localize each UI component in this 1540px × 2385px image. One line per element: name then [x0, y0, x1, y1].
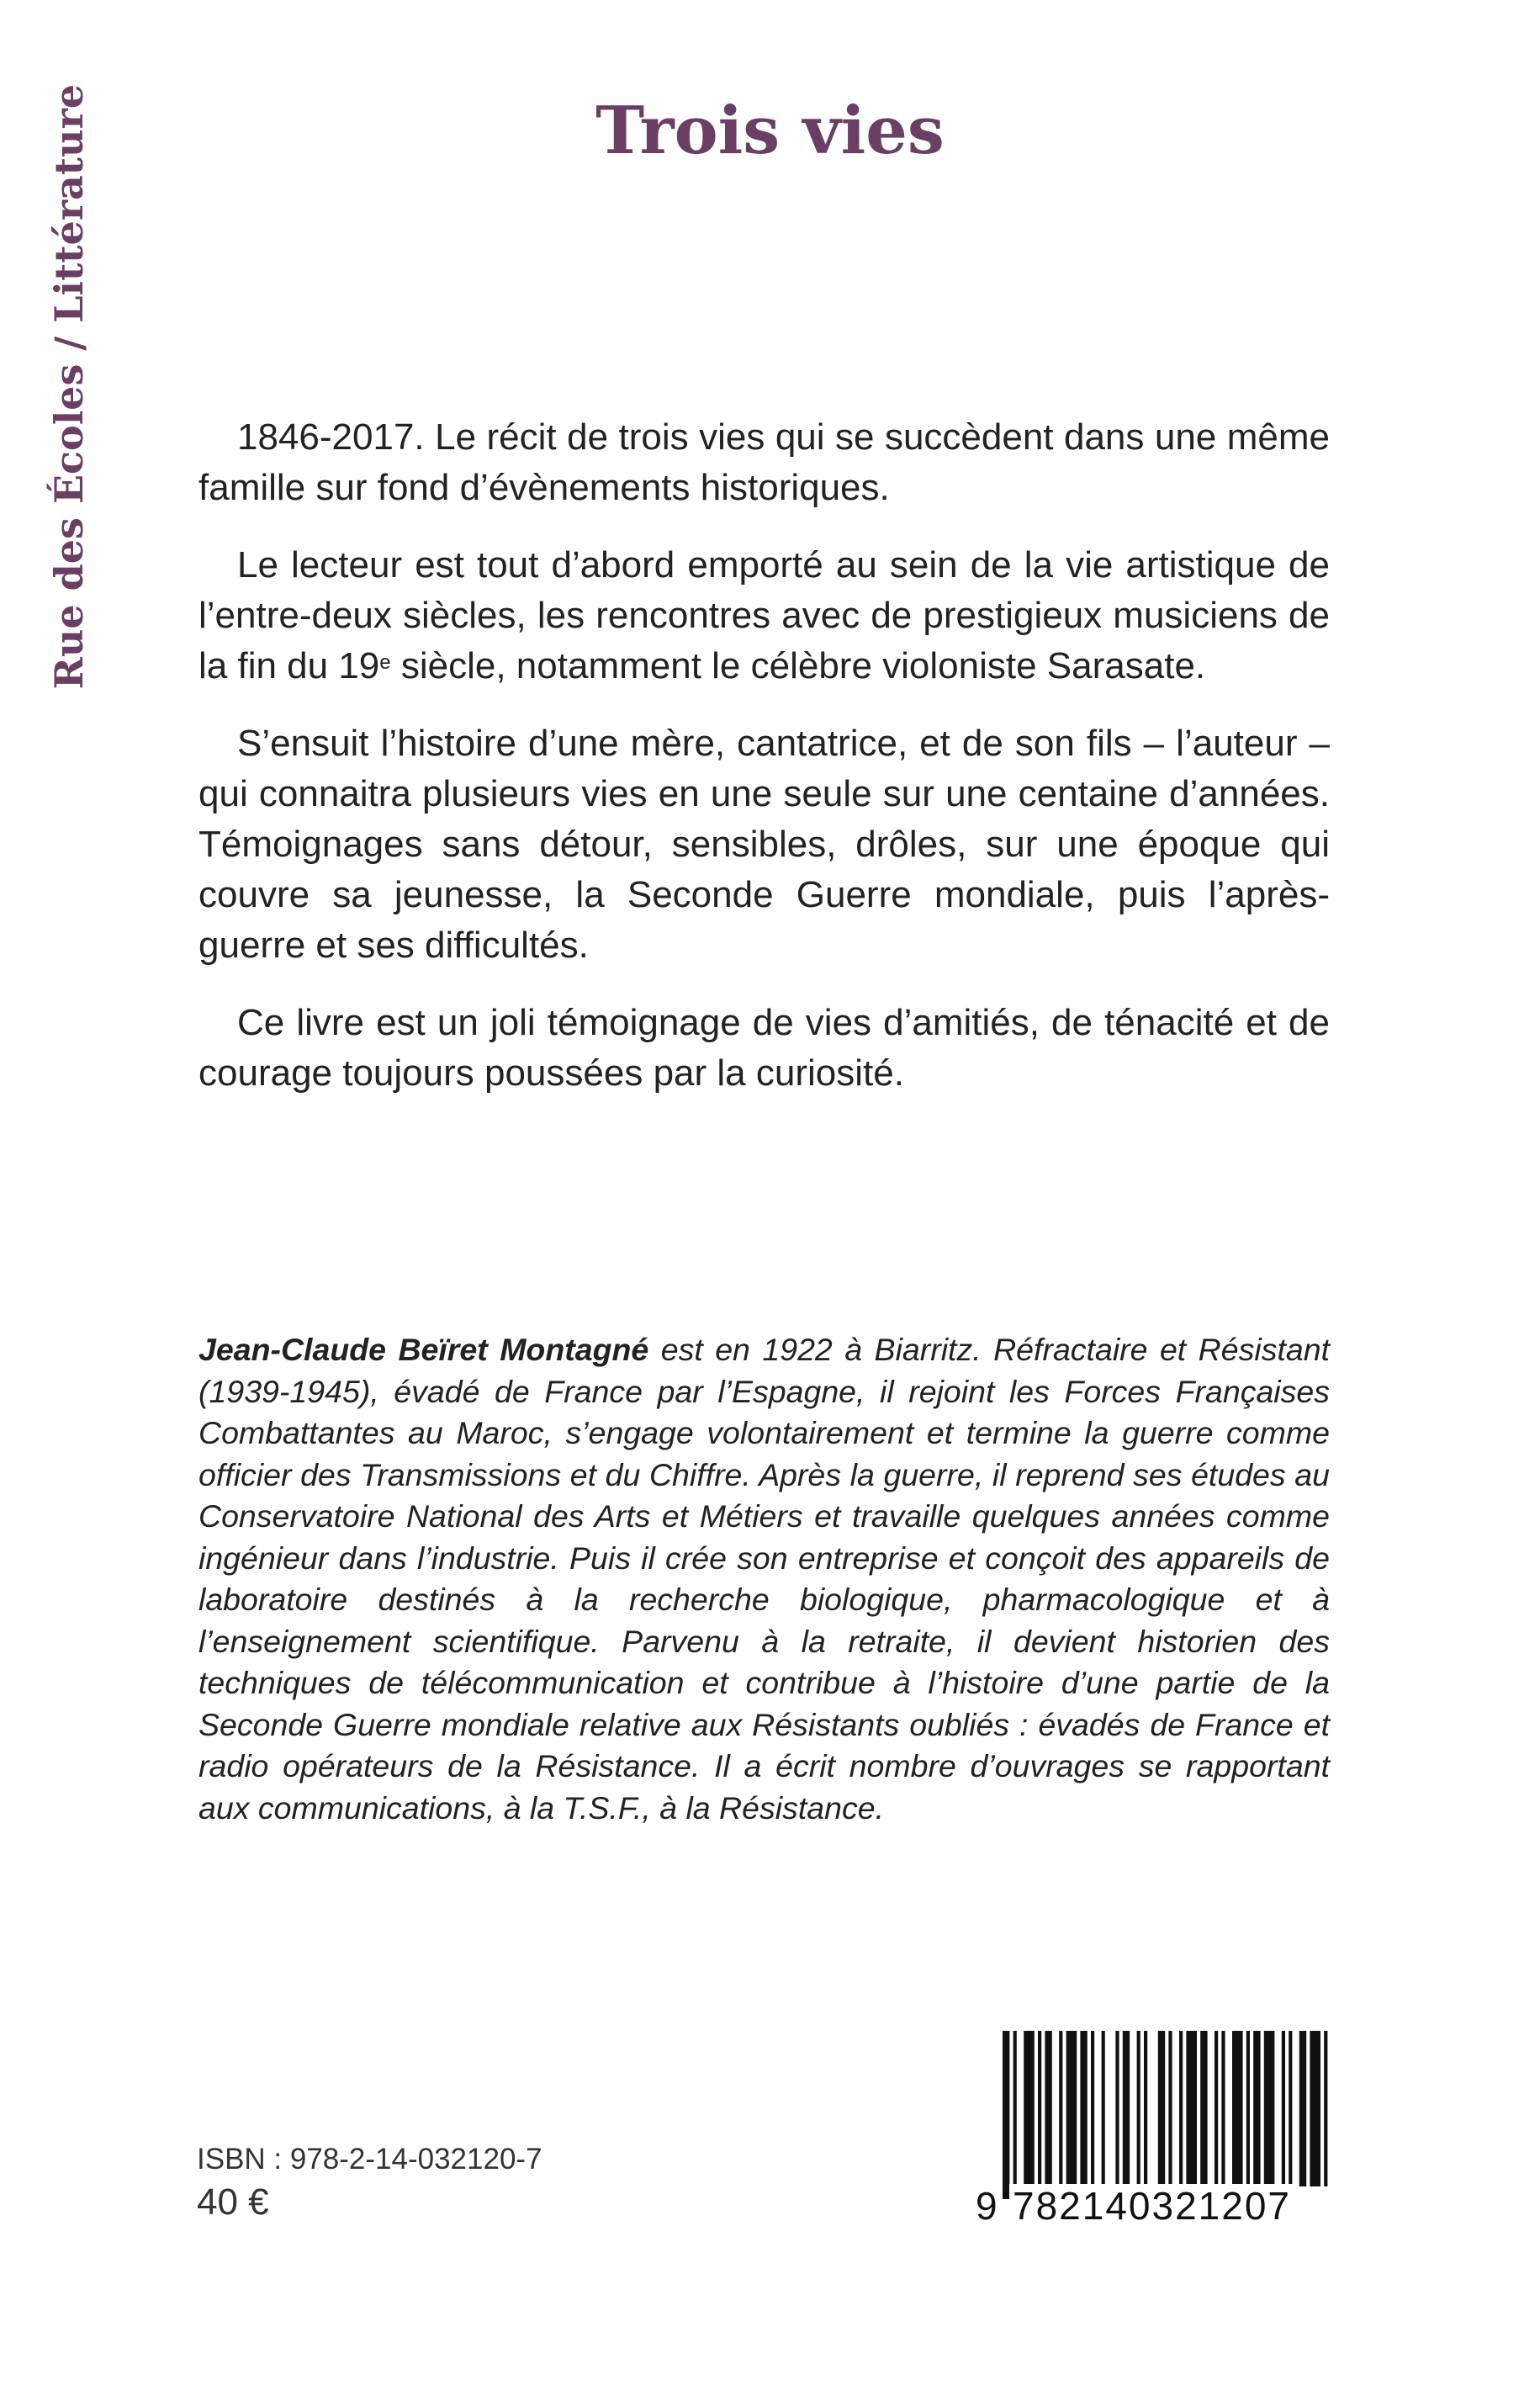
barcode-bar [1168, 2031, 1172, 2186]
barcode-bar [1038, 2031, 1041, 2186]
barcode-bar [1215, 2031, 1218, 2186]
barcode-bar [1324, 2031, 1327, 2186]
summary-text [198, 412, 1330, 1126]
price: 40 € [197, 2181, 269, 2223]
barcode-first-digit: 9 [976, 2184, 999, 2228]
barcode-bar [1264, 2031, 1275, 2186]
superscript: e [379, 651, 391, 674]
barcode-bar [1080, 2031, 1087, 2186]
author-name: Jean-Claude Beïret Montagné [198, 1332, 649, 1367]
barcode-bar [1123, 2031, 1130, 2186]
barcode-bar [1066, 2031, 1077, 2186]
summary-paragraph: Ce livre est un joli témoignage de vies d’amitiés, de ténacité et de courage toujours poussées par la curiosité. [198, 1002, 1330, 1094]
spine-label: Rue des Écoles / Littérature [46, 84, 92, 690]
barcode-bar [1310, 2031, 1320, 2186]
barcode-bar [1158, 2031, 1165, 2186]
book-title: Trois vies [595, 93, 945, 169]
author-bio-text: est en 1922 à Biarritz. Réfractaire et Résistant (1939-1945), évadé de France par l’Espagne, il rejoint les Forces Françaises Combattantes au Maroc, s’engage volontairement et termine la guerre comme officier des Transmissions et du Chiffre. Après la guerre, il reprend ses études au Conservatoire National des Arts et Métiers et travaille quelques années comme ingénieur dans l’industrie. Puis il crée son entreprise et conçoit des appareils de laboratoire destinés à la recherche biologique, pharmacologique et à l’enseignement scientifique. Parvenu à la retraite, il devient historien des techniques de télécommunication et contribue à l’histoire d’une partie de la Seconde Guerre mondiale relative aux Résistants oubliés : évadés de France et radio opérateurs de la Résistance. Il a écrit nombre d’ouvrages se rapportant aux communications, à la T.S.F., à la Résistance. [198, 1332, 1331, 1826]
summary-paragraph: Le lecteur est tout d’abord emporté au sein de la vie artistique de l’entre-deux siècles, les rencontres avec de prestigieux musiciens de la fin du 19e siècle, notamment le célèbre violoniste Sarasate. [198, 544, 1330, 686]
barcode-bar [1045, 2031, 1051, 2186]
barcode-bar [1024, 2031, 1035, 2186]
author-bio [198, 1329, 1330, 1829]
summary-paragraph: S’ensuit l’histoire d’une mère, cantatrice, et de son fils – l’auteur – qui connaitra plusieurs vies en une seule sur une centaine d’années. Témoignages sans détour, sensibles, drôles, sur une époque qui couvre sa jeunesse, la Seconde Guerre mondiale, puis l’après-guerre et ses difficultés. [198, 723, 1330, 966]
barcode-bar [1282, 2031, 1285, 2186]
barcode-bar [1102, 2031, 1105, 2186]
barcode-number: 782140321207 [1009, 2184, 1294, 2228]
barcode-bar [1299, 2031, 1306, 2186]
barcode-digits [976, 2181, 1337, 2231]
barcode-bar [1232, 2031, 1243, 2186]
barcode-bar [1003, 2031, 1009, 2199]
barcode-bar [1253, 2031, 1260, 2186]
barcode-bar [1115, 2031, 1119, 2186]
barcode-bar [1186, 2031, 1197, 2186]
barcode-bar [1221, 2031, 1225, 2186]
isbn: ISBN : 978-2-14-032120-7 [197, 2143, 542, 2176]
barcode-bar [1137, 2031, 1140, 2186]
barcode-bar [1246, 2031, 1250, 2186]
barcode-bar [1059, 2031, 1062, 2186]
barcode-bar [1200, 2031, 1207, 2186]
barcode-bar [1289, 2031, 1292, 2186]
summary-paragraph: 1846-2017. Le récit de trois vies qui se succèdent dans une même famille sur fond d’évènements historiques. [198, 416, 1330, 508]
barcode-bar [1091, 2031, 1094, 2186]
barcode-bar [1179, 2031, 1183, 2186]
barcode-bar [1144, 2031, 1147, 2186]
barcode-bar [1013, 2031, 1017, 2199]
